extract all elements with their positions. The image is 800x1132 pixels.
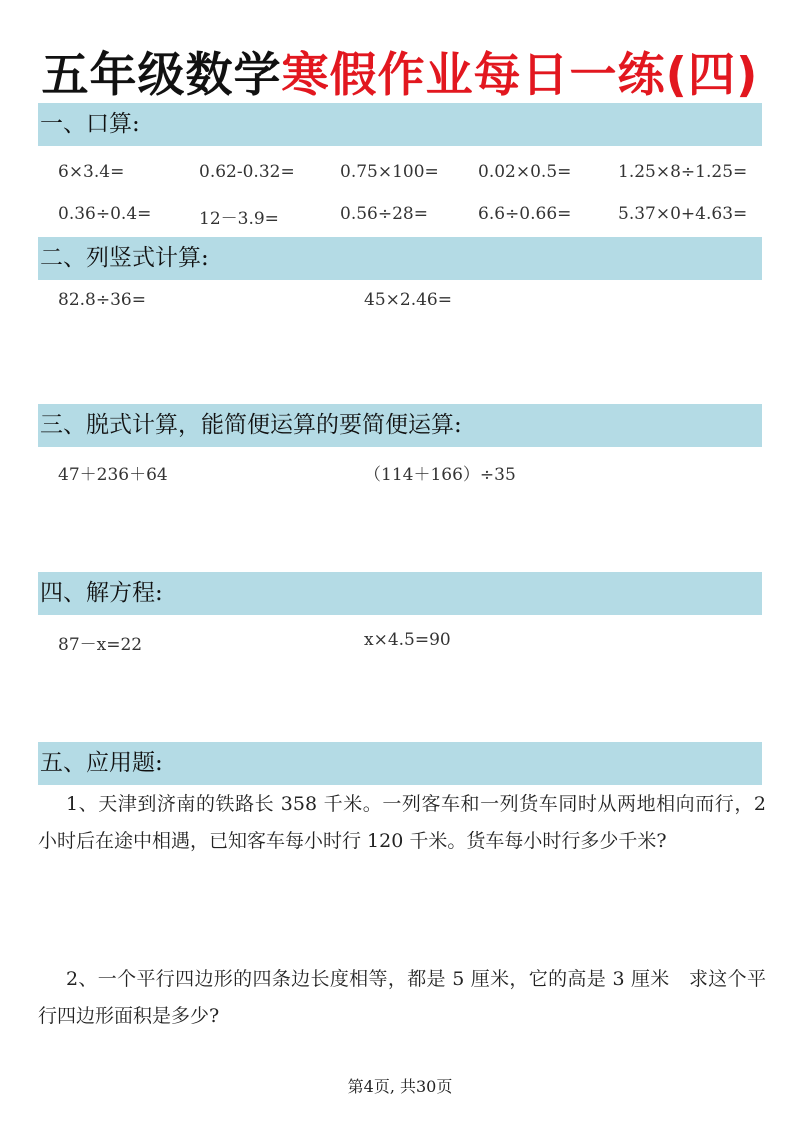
oral-item-3: 0.75×100= xyxy=(340,162,439,182)
equation-item-2: x×4.5=90 xyxy=(364,630,451,650)
oral-item-4: 0.02×0.5= xyxy=(478,162,572,182)
oral-item-6: 0.36÷0.4= xyxy=(58,204,152,224)
vertical-calc-item-1: 82.8÷36= xyxy=(58,290,146,310)
oral-item-9: 6.6÷0.66= xyxy=(478,204,572,224)
page-title xyxy=(0,38,800,105)
title-part-black: 五年级数学 xyxy=(41,48,282,103)
section-heading-5: 五、应用题: xyxy=(38,742,762,785)
word-problem-1: 1、天津到济南的铁路长 358 千米。一列客车和一列货车同时从两地相向而行，2 小时后在途中相遇，已知客车每小时行 120 千米。货车每小时行多少千米? xyxy=(38,793,766,852)
oral-item-8: 0.56÷28= xyxy=(340,204,428,224)
page-number: 第4页, 共30页 xyxy=(347,1077,453,1096)
oral-item-10: 5.37×0+4.63= xyxy=(618,204,748,224)
step-calc-item-2: （114＋166）÷35 xyxy=(364,465,516,485)
equation-item-1: 87－x=22 xyxy=(58,635,143,655)
section-heading-3: 三、脱式计算，能简便运算的要简便运算: xyxy=(38,404,762,447)
section-heading-1: 一、口算: xyxy=(38,103,762,146)
vertical-calc-item-2: 45×2.46= xyxy=(364,290,452,310)
step-calc-item-1: 47＋236＋64 xyxy=(58,465,168,485)
title-part-red: 寒假作业每日一练(四) xyxy=(281,48,759,103)
oral-item-2: 0.62-0.32= xyxy=(199,162,295,182)
section-heading-4: 四、解方程: xyxy=(38,572,762,615)
section-heading-2: 二、列竖式计算: xyxy=(38,237,762,280)
oral-item-1: 6×3.4= xyxy=(58,162,125,182)
oral-item-7: 12－3.9= xyxy=(199,209,279,229)
word-problem-2: 2、一个平行四边形的四条边长度相等，都是 5 厘米，它的高是 3 厘米 求这个平行四边形面积是多少? xyxy=(38,968,766,1027)
oral-item-5: 1.25×8÷1.25= xyxy=(618,162,748,182)
